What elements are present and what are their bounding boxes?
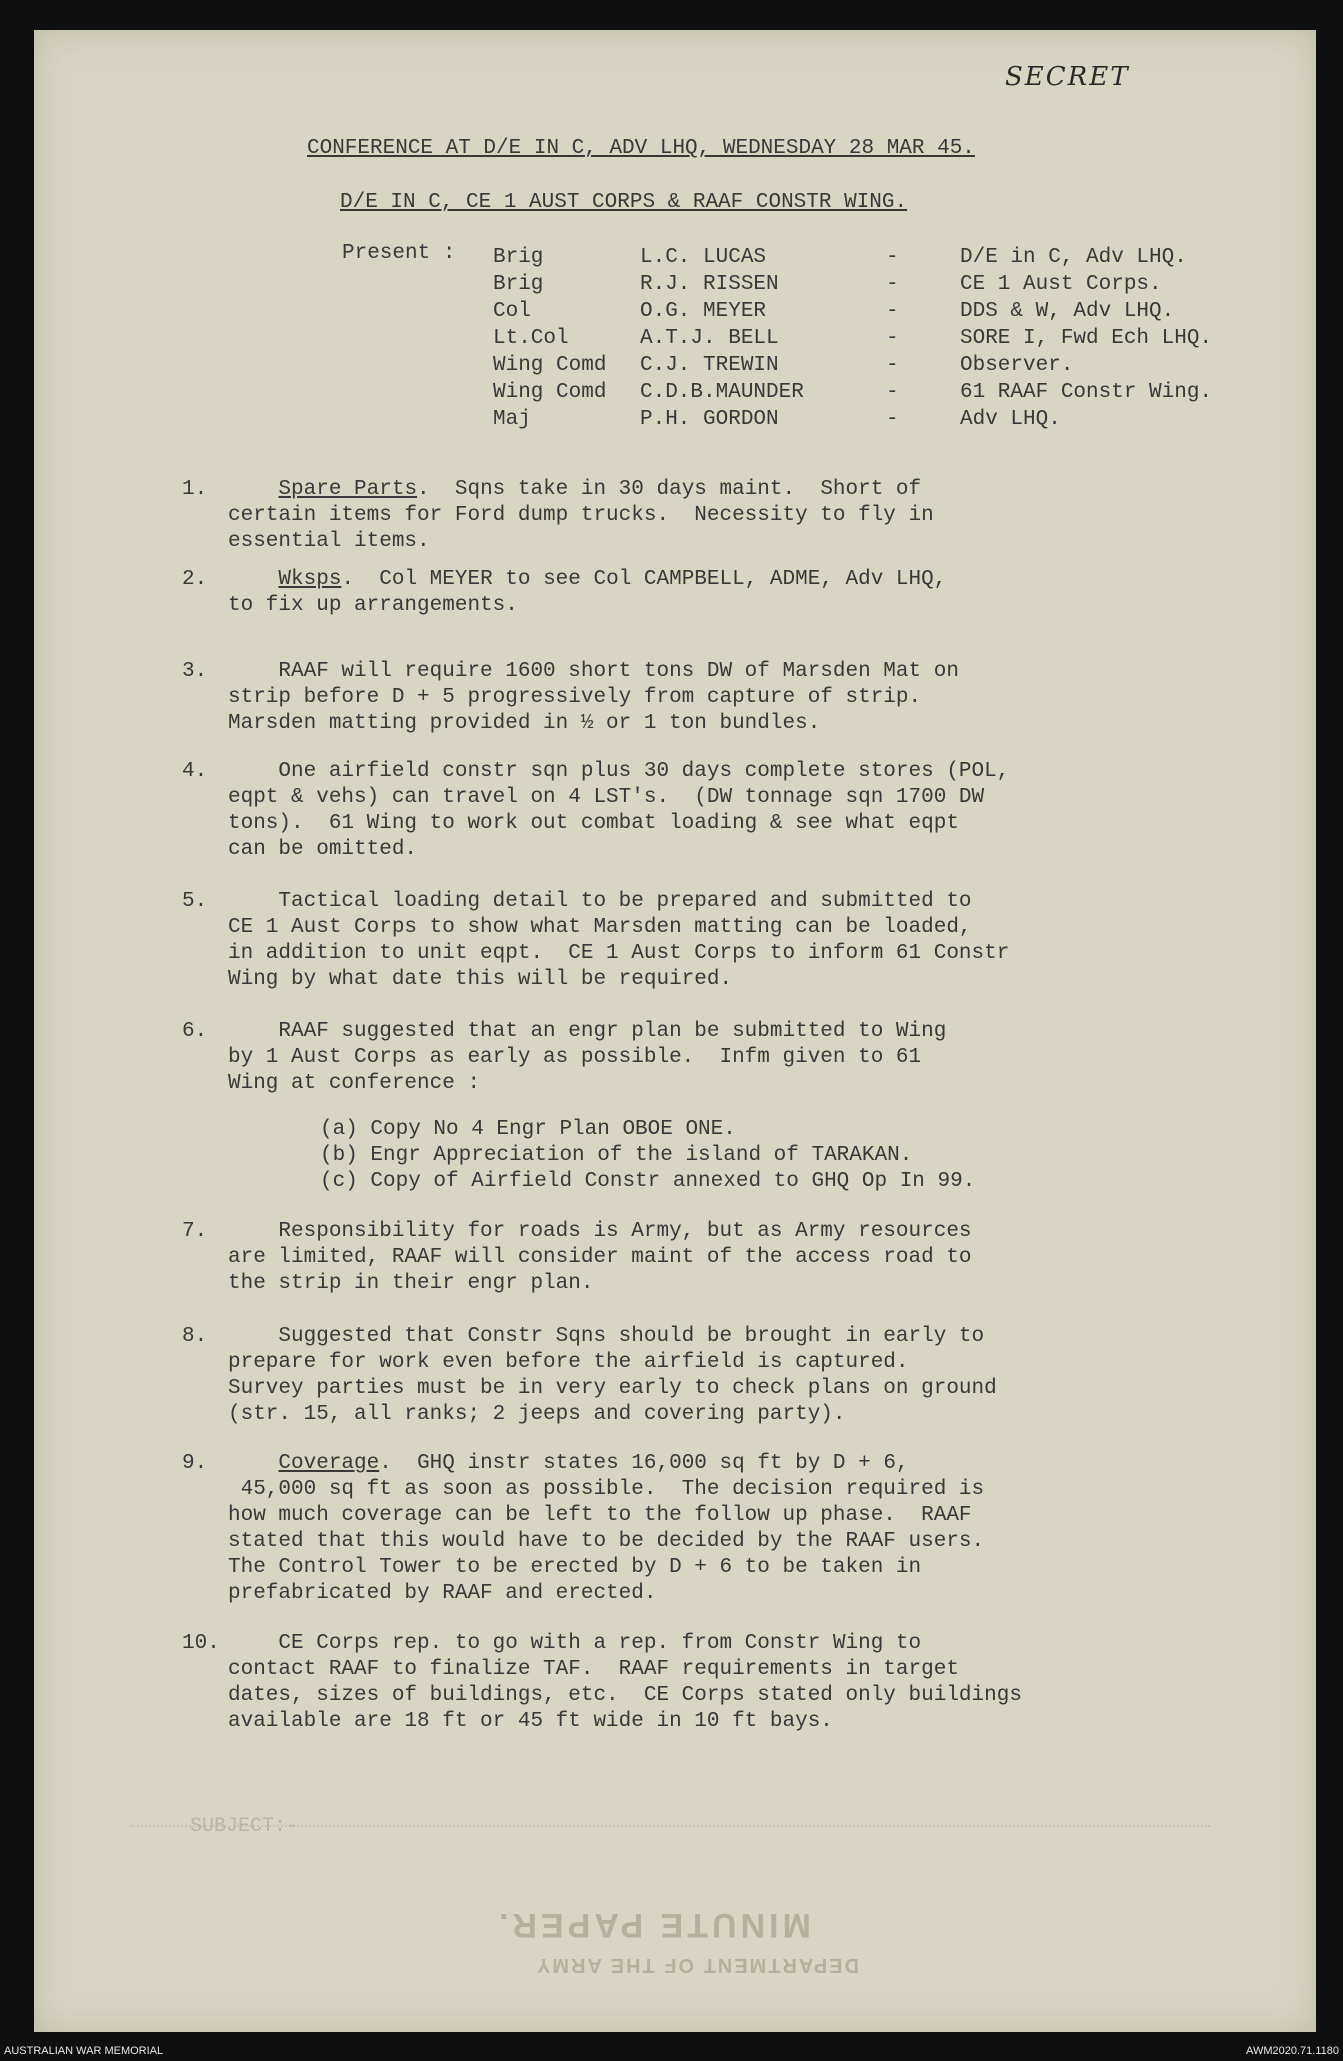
paragraph-6 xyxy=(182,1020,1228,1098)
attendee-role: SORE I, Fwd Ech LHQ. xyxy=(960,327,1213,350)
attendee-name: C.D.B.MAUNDER xyxy=(640,381,804,404)
attendee-rank: Wing Comd xyxy=(493,354,607,377)
document-subtitle: D/E IN C, CE 1 AUST CORPS & RAAF CONSTR WING. xyxy=(340,191,908,214)
paragraph-1 xyxy=(182,478,1228,556)
attendee-role: Adv LHQ. xyxy=(960,408,1061,431)
paragraph-line: tons). 61 Wing to work out combat loading & see what eqpt xyxy=(228,812,959,835)
attendee-dash: - xyxy=(886,273,899,296)
paragraph-line: The Control Tower to be erected by D + 6 to be taken in xyxy=(228,1556,922,1579)
attendee-role: Observer. xyxy=(960,354,1074,377)
attendee-name: O.G. MEYER xyxy=(640,300,767,323)
paragraph-line: Marsden matting provided in ½ or 1 ton bundles. xyxy=(228,712,821,735)
paragraph-4 xyxy=(182,760,1228,864)
attendee-name: C.J. TREWIN xyxy=(640,354,779,377)
paragraph-7 xyxy=(182,1220,1228,1298)
paragraph-line: dates, sizes of buildings, etc. CE Corps stated only buildings xyxy=(228,1684,1022,1707)
footer-accession: AWM2020.71.1180 xyxy=(1246,2045,1339,2057)
attendee-name: A.T.J. BELL xyxy=(640,327,779,350)
paragraph-line: stated that this would have to be decided by the RAAF users. xyxy=(228,1530,985,1553)
attendee-dash: - xyxy=(886,408,899,431)
footer-credit: AUSTRALIAN WAR MEMORIAL xyxy=(4,2045,164,2057)
paragraph-5 xyxy=(182,890,1228,994)
attendee-rank: Lt.Col xyxy=(493,327,569,350)
attendee-role: DDS & W, Adv LHQ. xyxy=(960,300,1175,323)
attendee-rank: Brig xyxy=(493,246,544,269)
attendee-dash: - xyxy=(886,300,899,323)
paragraph-line: 45,000 sq ft as soon as possible. The decision required is xyxy=(228,1478,985,1501)
attendee-name: R.J. RISSEN xyxy=(640,273,779,296)
sublist-item: (a) Copy No 4 Engr Plan OBOE ONE. xyxy=(320,1118,736,1141)
paragraph-number: 4. xyxy=(182,760,208,783)
paragraph-line: Wing by what date this will be required. xyxy=(228,968,733,991)
paragraph-line: prefabricated by RAAF and erected. xyxy=(228,1582,657,1605)
paragraph-line: Suggested that Constr Sqns should be brought in early to xyxy=(228,1325,985,1348)
paragraph-line: RAAF will require 1600 short tons DW of Marsden Mat on xyxy=(228,660,959,683)
attendee-dash: - xyxy=(886,327,899,350)
paragraph-line: Coverage. GHQ instr states 16,000 sq ft by D + 6, xyxy=(278,1452,909,1475)
paragraph-line: eqpt & vehs) can travel on 4 LST's. (DW tonnage sqn 1700 DW xyxy=(228,786,985,809)
paragraph-line: to fix up arrangements. xyxy=(228,594,518,617)
paragraph-number: 7. xyxy=(182,1220,208,1243)
paragraph-line: the strip in their engr plan. xyxy=(228,1272,594,1295)
paragraph-line: CE 1 Aust Corps to show what Marsden matting can be loaded, xyxy=(228,916,972,939)
paragraph-line: can be omitted. xyxy=(228,838,418,861)
paragraph-8 xyxy=(182,1325,1228,1429)
attendee-rank: Wing Comd xyxy=(493,381,607,404)
paragraph-heading: Wksps xyxy=(278,568,342,591)
paragraph-line: essential items. xyxy=(228,530,430,553)
attendee-role: CE 1 Aust Corps. xyxy=(960,273,1162,296)
attendee-name: L.C. LUCAS xyxy=(640,246,767,269)
sublist-item: (c) Copy of Airfield Constr annexed to GHQ Op In 99. xyxy=(320,1170,976,1193)
paragraph-line: (str. 15, all ranks; 2 jeeps and covering party). xyxy=(228,1403,846,1426)
paragraph-number: 2. xyxy=(182,568,208,591)
paragraph-9 xyxy=(182,1452,1228,1608)
paragraph-line: in addition to unit eqpt. CE 1 Aust Corps to inform 61 Constr xyxy=(228,942,1010,965)
secret-annotation: SECRET xyxy=(1005,62,1130,92)
attendee-rank: Col xyxy=(493,300,531,323)
paragraph-line: CE Corps rep. to go with a rep. from Constr Wing to xyxy=(228,1632,922,1655)
attendee-dash: - xyxy=(886,381,899,404)
paragraph-line: are limited, RAAF will consider maint of the access road to xyxy=(228,1246,972,1269)
paragraph-heading: Coverage xyxy=(278,1452,380,1475)
paragraph-line: Wing at conference : xyxy=(228,1072,481,1095)
paragraph-line: certain items for Ford dump trucks. Necessity to fly in xyxy=(228,504,934,527)
paragraph-line: RAAF suggested that an engr plan be submitted to Wing xyxy=(228,1020,947,1043)
paragraph-number: 5. xyxy=(182,890,208,913)
paragraph-line: Survey parties must be in very early to check plans on ground xyxy=(228,1377,997,1400)
paragraph-line: strip before D + 5 progressively from capture of strip. xyxy=(228,686,922,709)
paragraph-number: 10. xyxy=(182,1632,220,1655)
paragraph-line: contact RAAF to finalize TAF. RAAF requirements in target xyxy=(228,1658,959,1681)
bleed-minute-paper: MINUTE PAPER. xyxy=(495,1906,811,1944)
attendee-role: D/E in C, Adv LHQ. xyxy=(960,246,1187,269)
paragraph-10 xyxy=(182,1632,1228,1736)
paragraph-number: 9. xyxy=(182,1452,208,1475)
attendee-dash: - xyxy=(886,354,899,377)
paragraph-line: prepare for work even before the airfield is captured. xyxy=(228,1351,909,1374)
paragraph-3 xyxy=(182,660,1228,738)
paragraph-2 xyxy=(182,568,1228,620)
paragraph-line: Wksps. Col MEYER to see Col CAMPBELL, ADME, Adv LHQ, xyxy=(278,568,947,591)
document-title: CONFERENCE AT D/E IN C, ADV LHQ, WEDNESDAY 28 MAR 45. xyxy=(307,137,975,160)
paragraph-heading: Spare Parts xyxy=(278,478,418,501)
paragraph-line: by 1 Aust Corps as early as possible. Infm given to 61 xyxy=(228,1046,922,1069)
bleed-department: DEPARTMENT OF THE ARMY xyxy=(535,1954,859,1976)
attendee-name: P.H. GORDON xyxy=(640,408,779,431)
sublist-item: (b) Engr Appreciation of the island of TARAKAN. xyxy=(320,1144,913,1167)
paragraph-line: Responsibility for roads is Army, but as Army resources xyxy=(228,1220,972,1243)
bleed-subject: SUBJECT:- xyxy=(190,1815,299,1838)
paragraph-number: 6. xyxy=(182,1020,208,1043)
paragraph-line: how much coverage can be left to the follow up phase. RAAF xyxy=(228,1504,972,1527)
paragraph-line: available are 18 ft or 45 ft wide in 10 ft bays. xyxy=(228,1710,833,1733)
paragraph-line: Spare Parts. Sqns take in 30 days maint. Short of xyxy=(278,478,922,501)
paragraph-number: 8. xyxy=(182,1325,208,1348)
attendee-rank: Brig xyxy=(493,273,544,296)
attendee-role: 61 RAAF Constr Wing. xyxy=(960,381,1213,404)
attendee-rank: Maj xyxy=(493,408,531,431)
info-sublist xyxy=(320,1118,975,1196)
paragraph-line: Tactical loading detail to be prepared and submitted to xyxy=(228,890,972,913)
attendee-dash: - xyxy=(886,246,899,269)
paragraph-line: One airfield constr sqn plus 30 days complete stores (POL, xyxy=(228,760,1010,783)
paragraph-number: 1. xyxy=(182,478,208,501)
paragraph-number: 3. xyxy=(182,660,208,683)
present-label: Present : xyxy=(342,242,456,265)
